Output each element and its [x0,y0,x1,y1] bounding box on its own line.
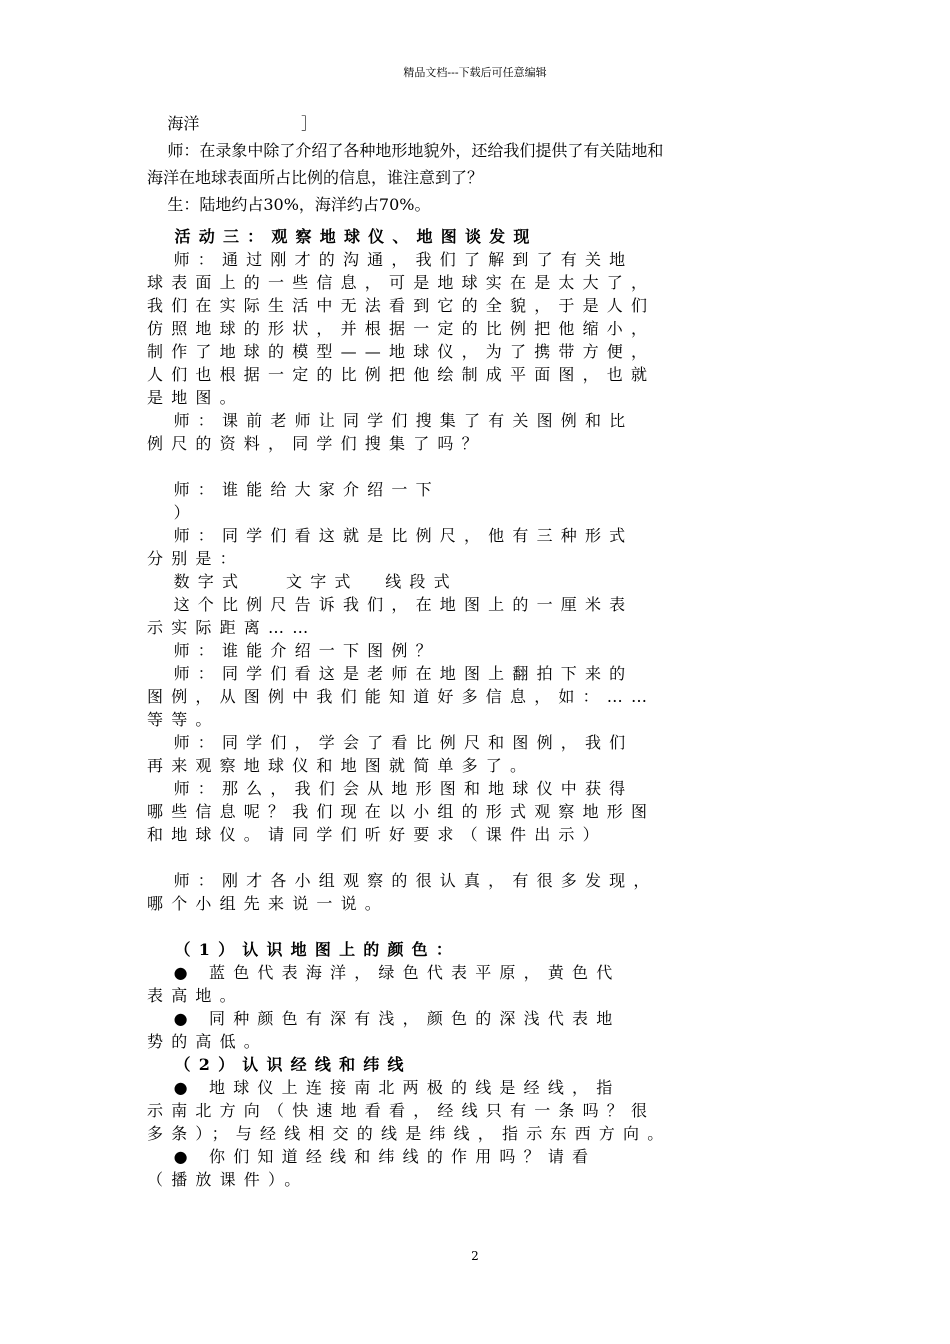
text-line: 师：谁能介绍一下图例？ [147,641,440,660]
text-line: ） [147,503,198,522]
text-line: 分别是： [147,549,244,568]
text-line: 制作了地球的模型——地球仪，为了携带方便， [147,342,656,361]
text-line: （2）认识经线和纬线 [147,1055,412,1074]
text-line: 师：同学们，学会了看比例尺和图例，我们 [147,733,634,752]
text-line: 示实际距离…… [147,618,317,637]
text-line: 这个比例尺告诉我们，在地图上的一厘米表 [147,595,634,614]
text-line: 师：在录象中除了介绍了各种地形地貌外，还给我们提供了有关陆地和 [147,141,664,160]
page-header: 精品文档---下载后可任意编辑 [403,66,547,79]
text-line: ● 蓝色代表海洋，绿色代表平原，黄色代 [147,963,621,982]
text-line: 数字式 文字式 线段式 [147,572,458,591]
text-line: 师：同学们看这是老师在地图上翻拍下来的 [147,664,634,683]
text-line: 人们也根据一定的比例把他绘制成平面图，也就 [147,365,656,384]
text-line: 海洋在地球表面所占比例的信息，谁注意到了？ [147,168,484,187]
text-line: 和地球仪。请同学们听好要求（课件出示） [147,825,607,844]
text-line: 等等。 [147,710,220,729]
text-line: ● 你们知道经线和纬线的作用吗？请看 [147,1147,597,1166]
text-line: 是地图。 [147,388,244,407]
text-line: 师：课前老师让同学们搜集了有关图例和比 [147,411,634,430]
text-line: ● 地球仪上连接南北两极的线是经线，指 [147,1078,621,1097]
text-line: 哪些信息呢？我们现在以小组的形式观察地形图 [147,802,656,821]
text-line: 哪个小组先来说一说。 [147,894,390,913]
document-body [147,112,803,1191]
text-line: 活动三：观察地球仪、地图谈发现 [147,227,538,246]
text-line: 海洋 ］ [147,114,318,133]
text-line: 师：通过刚才的沟通，我们了解到了有关地 [147,250,634,269]
blank-line [147,915,803,938]
text-line: （播放课件）。 [147,1170,309,1189]
text-line: 势的高低。 [147,1032,269,1051]
text-line: 仿照地球的形状，并根据一定的比例把他缩小， [147,319,656,338]
text-line: ● 同种颜色有深有浅，颜色的深浅代表地 [147,1009,621,1028]
text-line: 例尺的资料，同学们搜集了吗？ [147,434,486,453]
text-line: 多条）；与经线相交的线是纬线，指示东西方向。 [147,1124,672,1143]
text-line: 师：同学们看这就是比例尺，他有三种形式 [147,526,634,545]
text-line: 我们在实际生活中无法看到它的全貌，于是人们 [147,296,656,315]
text-line: 表高地。 [147,986,244,1005]
text-line: 图例，从图例中我们能知道好多信息，如：…… [147,687,656,706]
text-line: 球表面上的一些信息，可是地球实在是太大了， [147,273,656,292]
blank-line [147,455,803,478]
text-line: 师：那么，我们会从地形图和地球仪中获得 [147,779,634,798]
text-line: 示南北方向（快速地看看，经线只有一条吗？很 [147,1101,656,1120]
blank-line [147,846,803,869]
text-line: 生：陆地约占30%，海洋约占70%。 [147,195,431,214]
page-number: 2 [471,1249,479,1263]
text-line: 再来观察地球仪和地图就简单多了。 [147,756,535,775]
text-line: 师：刚才各小组观察的很认真，有很多发现， [147,871,658,890]
text-line: （1）认识地图上的颜色： [147,940,461,959]
text-line: 师：谁能给大家介绍一下 [147,480,440,499]
